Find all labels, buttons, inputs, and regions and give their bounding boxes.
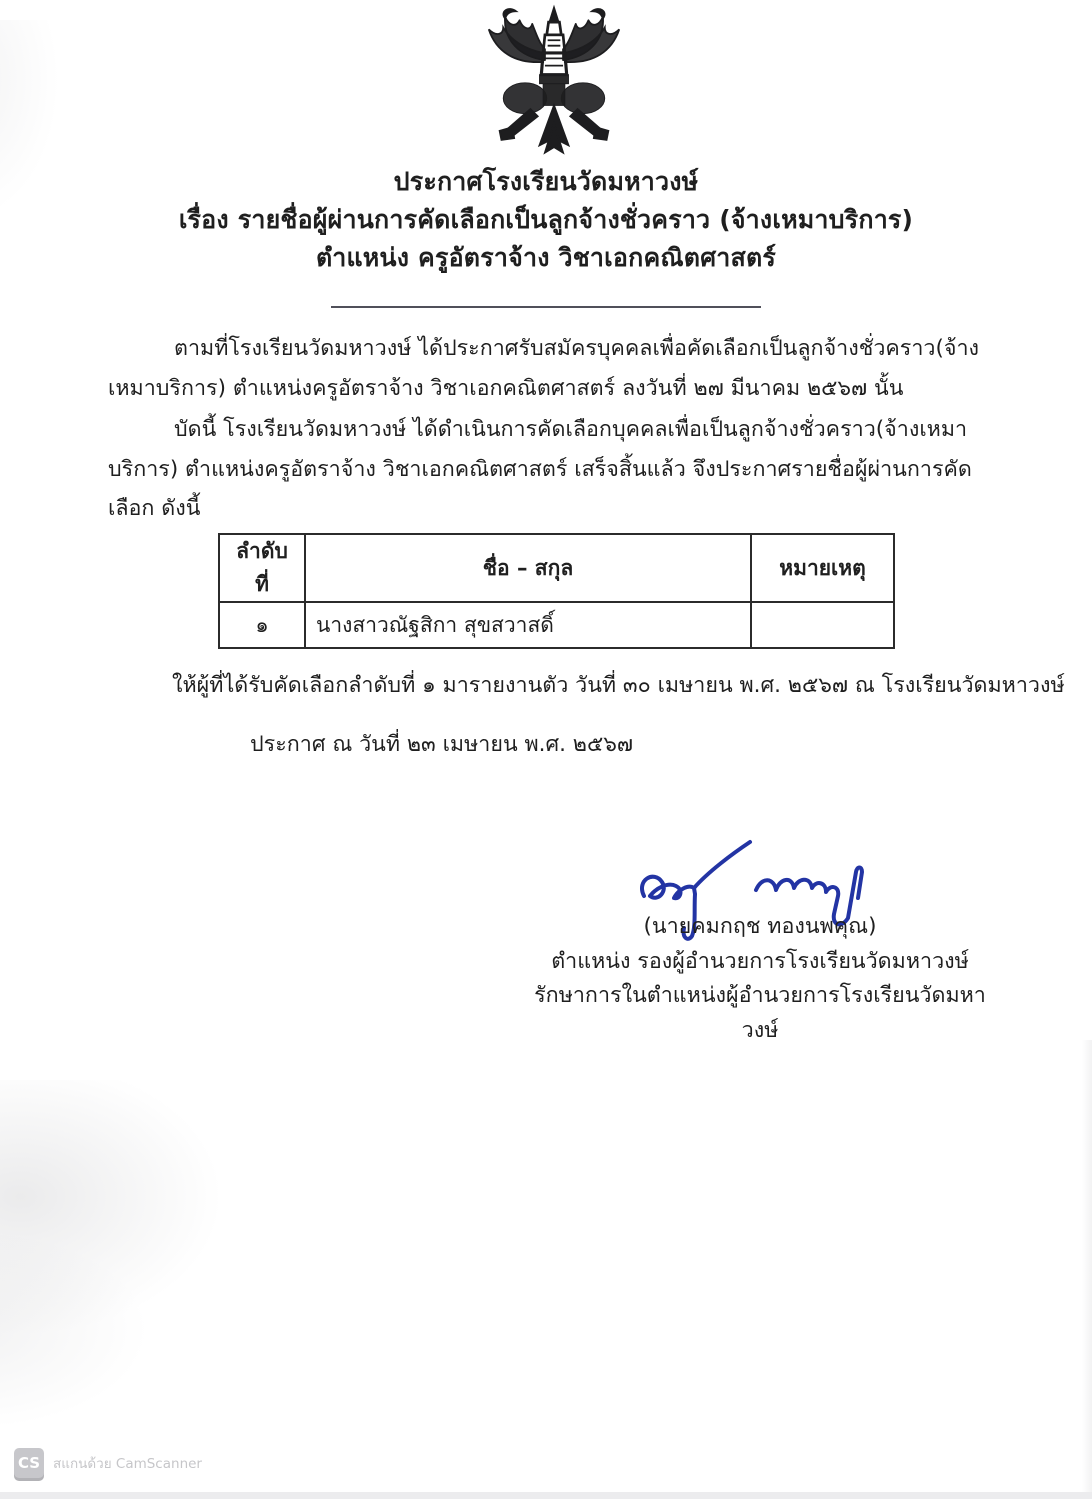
- announcement-date-line: ประกาศ ณ วันที่ ๒๓ เมษายน พ.ศ. ๒๕๖๗: [250, 732, 634, 757]
- scan-shadow: [1082, 1040, 1092, 1499]
- camscanner-watermark-text: สแกนด้วย CamScanner: [53, 1456, 202, 1472]
- camscanner-logo-icon: CS: [14, 1448, 44, 1478]
- signatory-position: ตำแหน่ง รองผู้อำนวยการโรงเรียนวัดมหาวงษ์: [551, 948, 969, 974]
- scan-edge: [0, 1492, 1092, 1499]
- table-row: [219, 602, 894, 648]
- title-line-1: ประกาศโรงเรียนวัดมหาวงษ์: [393, 167, 699, 196]
- title-line-2: เรื่อง รายชื่อผู้ผ่านการคัดเลือกเป็นลูกจ้างชั่วคราว (จ้างเหมาบริการ): [178, 205, 914, 234]
- signatory-acting-position: รักษาการในตำแหน่งผู้อำนวยการโรงเรียนวัดมหาวงษ์: [534, 983, 986, 1043]
- title-divider-line: [331, 306, 761, 308]
- signatory-block: [530, 910, 990, 1048]
- reporting-instruction-line: ให้ผู้ที่ได้รับคัดเลือกลำดับที่ ๑ มารายงานตัว วันที่ ๓๐ เมษายน พ.ศ. ๒๕๖๗ ณ โรงเรียนวัดมหาวงษ์: [172, 673, 1065, 698]
- document-title-block: [0, 163, 1092, 277]
- cell-remark: [751, 602, 894, 648]
- cell-candidate-name: นางสาวณัฐสิกา สุขสวาสดิ์: [305, 602, 751, 648]
- header-remark: หมายเหตุ: [751, 534, 894, 602]
- signatory-name: (นายคมกฤช ทองนพคุณ): [643, 914, 877, 939]
- title-line-3: ตำแหน่ง ครูอัตราจ้าง วิชาเอกคณิตศาสตร์: [315, 243, 777, 272]
- header-name-surname: ชื่อ – สกุล: [305, 534, 751, 602]
- header-order-no: ลำดับที่: [219, 534, 305, 602]
- paragraph-result: บัดนี้ โรงเรียนวัดมหาวงษ์ ได้ดำเนินการคัดเลือกบุคคลเพื่อเป็นลูกจ้างชั่วคราว(จ้างเหมาบริการ) ตำแหน่งครูอัตราจ้าง วิชาเอกคณิตศาสตร์ เสร็จสิ้นแล้ว จึงประกาศรายชื่อผู้ผ่านการคัดเลือก ดังนี้: [108, 417, 972, 521]
- paragraph-background: ตามที่โรงเรียนวัดมหาวงษ์ ได้ประกาศรับสมัครบุคคลเพื่อคัดเลือกเป็นลูกจ้างชั่วคราว(จ้างเหมาบริการ) ตำแหน่งครูอัตราจ้าง วิชาเอกคณิตศาสตร์ ลงวันที่ ๒๗ มีนาคม ๒๕๖๗ นั้น: [108, 336, 980, 401]
- cell-order-no: ๑: [219, 602, 305, 648]
- selected-candidates-table: [218, 533, 895, 649]
- garuda-emblem-icon: [468, 4, 640, 158]
- table-header-row: [219, 534, 894, 602]
- camscanner-footer: [14, 1448, 202, 1478]
- scan-shadow: [0, 1230, 150, 1430]
